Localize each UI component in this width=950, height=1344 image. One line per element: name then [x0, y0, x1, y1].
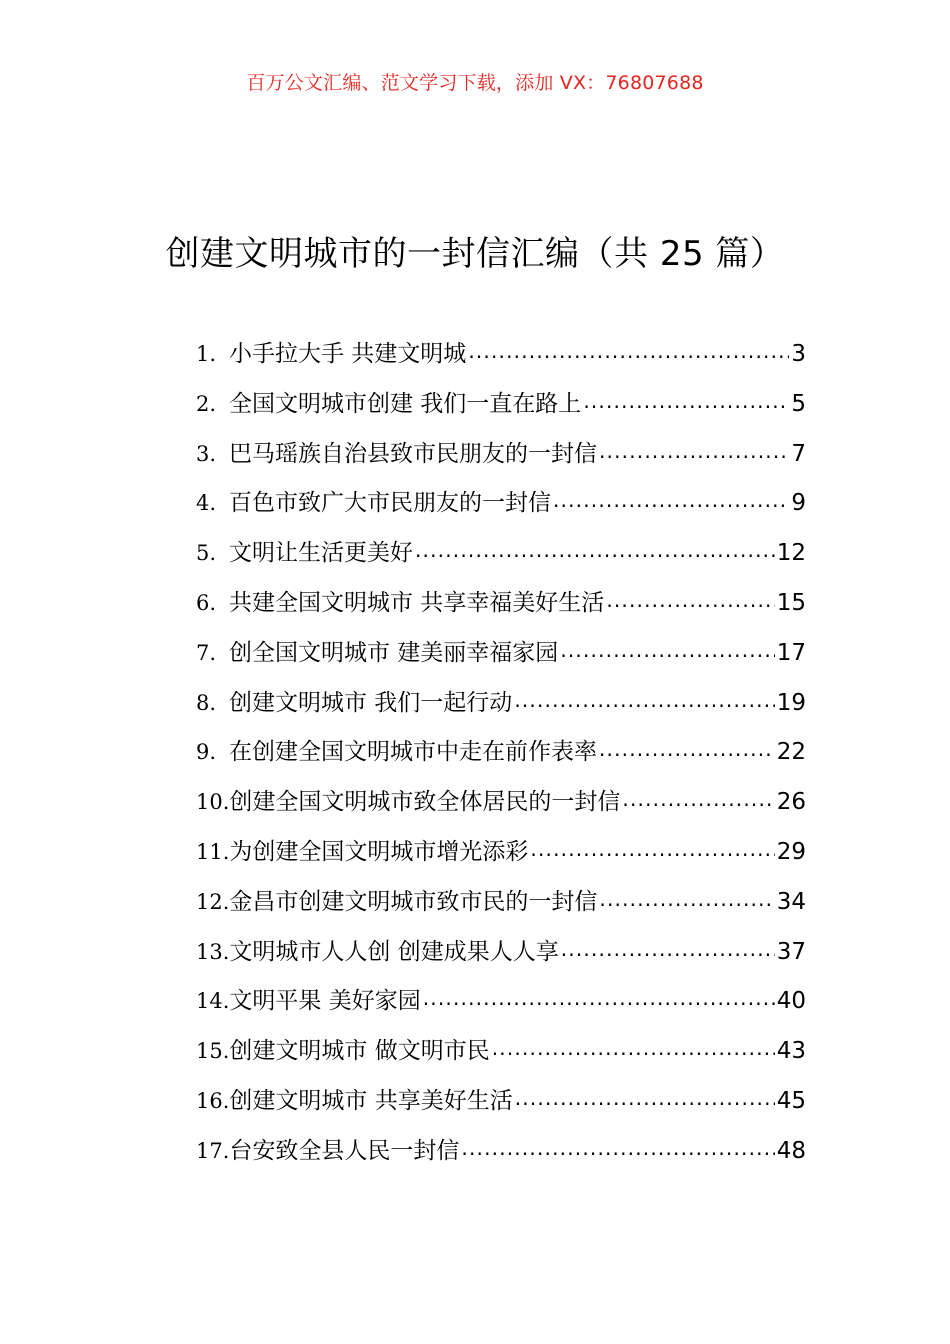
toc-entry-page: 22: [776, 739, 806, 766]
toc-entry-number: 17.: [196, 1138, 230, 1163]
toc-entry-number: 5.: [196, 541, 217, 566]
toc-dot-leader: [606, 587, 774, 610]
toc-entry-page: 3: [791, 341, 806, 367]
toc-entry-title: 文明让生活更美好: [229, 540, 413, 567]
toc-entry-page: 9: [791, 490, 806, 517]
toc-entry-title: 巴马瑶族自治县致市民朋友的一封信: [229, 440, 597, 467]
toc-entry[interactable]: [196, 783, 806, 833]
toc-entry-page: 7: [791, 440, 806, 467]
toc-entry[interactable]: [196, 833, 806, 883]
toc-entry[interactable]: [196, 1082, 806, 1132]
toc-entry-title: 创建文明城市 共享美好生活: [229, 1087, 513, 1114]
toc-dot-leader: [415, 537, 775, 560]
toc-dot-leader: [468, 338, 789, 361]
toc-entry[interactable]: [196, 684, 806, 734]
toc-entry-number: 4.: [196, 491, 217, 516]
toc-entry[interactable]: [196, 584, 806, 634]
toc-entry-page: 12: [776, 540, 806, 567]
toc-entry-number: 7.: [196, 640, 217, 665]
toc-entry[interactable]: [196, 534, 806, 584]
toc-entry[interactable]: [196, 1032, 806, 1082]
toc-entry-page: 48: [776, 1137, 806, 1164]
promo-banner: 百万公文汇编、范文学习下载，添加 VX：76807688: [246, 72, 704, 94]
toc-entry-title: 百色市致广大市民朋友的一封信: [229, 490, 551, 517]
toc-dot-leader: [423, 985, 775, 1008]
toc-dot-leader: [553, 487, 789, 510]
toc-dot-leader: [560, 637, 774, 660]
toc-entry-title: 小手拉大手 共建文明城: [229, 341, 467, 367]
toc-entry[interactable]: [196, 634, 806, 684]
document-title: 创建文明城市的一封信汇编（共 25 篇）: [165, 234, 785, 274]
toc-dot-leader: [583, 388, 789, 411]
toc-entry-number: 12.: [196, 889, 230, 914]
toc-dot-leader: [561, 936, 775, 959]
toc-entry-number: 8.: [196, 690, 217, 715]
toc-dot-leader: [514, 687, 774, 710]
toc-dot-leader: [530, 836, 774, 859]
toc-dot-leader: [461, 1135, 774, 1158]
toc-entry-title: 创建全国文明城市致全体居民的一封信: [229, 789, 621, 816]
table-of-contents: [196, 335, 806, 1182]
toc-entry-number: 16.: [196, 1088, 230, 1113]
toc-entry-title: 共建全国文明城市 共享幸福美好生活: [229, 589, 605, 616]
toc-entry-page: 19: [776, 689, 806, 716]
toc-entry-number: 3.: [196, 441, 217, 466]
toc-entry-number: 9.: [196, 740, 217, 765]
toc-entry[interactable]: [196, 385, 806, 435]
toc-entry-title: 金昌市创建文明城市致市民的一封信: [229, 888, 598, 915]
toc-dot-leader: [622, 786, 774, 809]
toc-entry-page: 17: [776, 639, 806, 666]
toc-entry-title: 全国文明城市创建 我们一直在路上: [229, 390, 582, 417]
toc-entry-page: 29: [776, 838, 806, 865]
toc-entry-title: 文明城市人人创 创建成果人人享: [229, 938, 559, 965]
toc-entry[interactable]: [196, 335, 806, 385]
toc-entry-page: 37: [776, 938, 806, 965]
toc-entry-page: 5: [791, 390, 806, 417]
toc-entry-page: 45: [776, 1087, 806, 1114]
toc-entry-number: 6.: [196, 590, 217, 615]
toc-dot-leader: [599, 438, 789, 461]
toc-entry-title: 创建文明城市 做文明市民: [229, 1038, 490, 1065]
toc-entry-page: 15: [776, 589, 806, 616]
toc-entry-number: 2.: [196, 391, 217, 416]
toc-entry-number: 14.: [196, 989, 230, 1014]
toc-entry-title: 为创建全国文明城市增光添彩: [229, 838, 529, 865]
toc-entry-title: 台安致全县人民一封信: [229, 1137, 460, 1164]
toc-dot-leader: [599, 736, 775, 759]
toc-entry[interactable]: [196, 933, 806, 983]
toc-dot-leader: [492, 1035, 775, 1058]
toc-entry[interactable]: [196, 733, 806, 783]
toc-entry[interactable]: [196, 435, 806, 485]
toc-entry-number: 10.: [196, 790, 230, 815]
toc-entry-number: 11.: [196, 839, 230, 864]
toc-entry[interactable]: [196, 982, 806, 1032]
toc-entry-number: 15.: [196, 1039, 230, 1064]
toc-entry-title: 创建文明城市 我们一起行动: [229, 689, 513, 716]
toc-entry-number: 13.: [196, 939, 230, 964]
toc-entry-page: 26: [776, 789, 806, 816]
toc-entry[interactable]: [196, 1132, 806, 1182]
toc-entry-number: 1.: [196, 342, 217, 366]
toc-entry[interactable]: [196, 883, 806, 933]
toc-entry[interactable]: [196, 484, 806, 534]
toc-entry-title: 文明平果 美好家园: [229, 988, 421, 1015]
toc-entry-page: 34: [776, 888, 806, 915]
toc-entry-title: 创全国文明城市 建美丽幸福家园: [229, 639, 559, 666]
toc-entry-page: 40: [776, 988, 806, 1015]
toc-entry-title: 在创建全国文明城市中走在前作表率: [229, 739, 597, 766]
toc-dot-leader: [515, 1085, 775, 1108]
toc-entry-page: 43: [776, 1038, 806, 1065]
toc-dot-leader: [599, 886, 774, 909]
